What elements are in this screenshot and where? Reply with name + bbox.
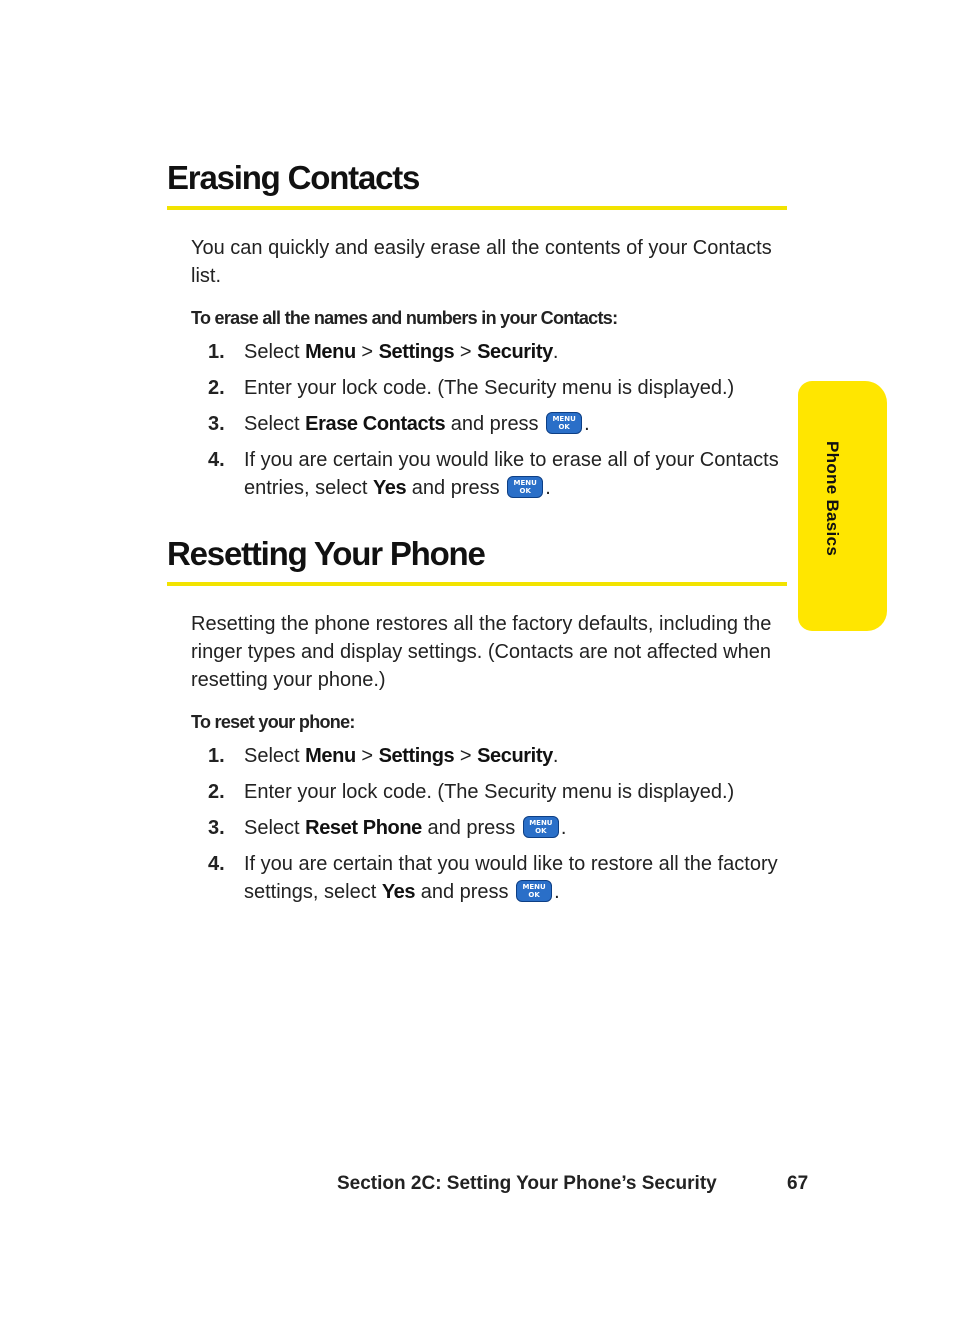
step-item: [167, 410, 787, 438]
step-end: .: [554, 881, 560, 903]
menu-ok-key-icon: MENU OK: [523, 816, 559, 838]
step-number: 4.: [208, 449, 225, 471]
step-end: .: [552, 341, 559, 363]
step-item: [167, 814, 787, 842]
step-text: and press: [406, 477, 506, 499]
title-rule: [167, 582, 787, 586]
menu-label: Menu: [305, 745, 356, 767]
step-end: .: [545, 477, 551, 499]
step-number: 3.: [208, 413, 225, 435]
footer-section-title: Section 2C: Setting Your Phone’s Security: [337, 1173, 717, 1194]
step-number: 1.: [208, 745, 225, 767]
step-number: 2.: [208, 781, 225, 803]
step-item: [167, 338, 787, 366]
step-number: 1.: [208, 341, 225, 363]
side-tab-label: Phone Basics: [823, 441, 842, 557]
step-item: [167, 374, 787, 402]
step-text: Enter your lock code. (The Security menu is displayed.): [244, 377, 735, 399]
erase-contacts-label: Erase Contacts: [305, 413, 446, 435]
step-item: [167, 778, 787, 806]
security-label: Security: [477, 341, 553, 363]
step-number: 3.: [208, 817, 225, 839]
step-text: and press: [415, 881, 515, 903]
step-item: [167, 446, 787, 502]
menu-label: Menu: [305, 341, 356, 363]
menu-ok-key-icon: MENU OK: [507, 476, 543, 498]
menu-ok-key-icon: MENU OK: [516, 880, 552, 902]
step-text: Select: [244, 413, 306, 435]
section-title: Resetting Your Phone: [167, 535, 485, 572]
erasing-contacts-section: [167, 158, 787, 510]
step-end: .: [552, 745, 559, 767]
step-text: Enter your lock code. (The Security menu is displayed.): [244, 781, 735, 803]
step-text: Select: [244, 745, 306, 767]
instruction-heading: To erase all the names and numbers in your Contacts:: [191, 308, 618, 328]
security-label: Security: [477, 745, 553, 767]
step-text: If you are certain you would like to erase all of your Contacts entries, select: [244, 449, 779, 499]
step-text: If you are certain that you would like to restore all the factory settings, select: [244, 853, 778, 903]
step-text: Select: [244, 817, 306, 839]
settings-label: Settings: [378, 745, 455, 767]
resetting-phone-section: [167, 534, 787, 914]
reset-phone-label: Reset Phone: [305, 817, 422, 839]
step-text: Select: [244, 341, 306, 363]
step-text: and press: [421, 817, 521, 839]
yes-label: Yes: [381, 881, 416, 903]
title-rule: [167, 206, 787, 210]
step-text: and press: [445, 413, 545, 435]
page-number: 67: [787, 1173, 809, 1194]
step-item: [167, 742, 787, 770]
intro-text: Resetting the phone restores all the factory defaults, including the ringer types and display settings. (Contacts are not affected when resetting your phone.): [191, 613, 772, 691]
intro-text: You can quickly and easily erase all the contents of your Contacts list.: [191, 237, 772, 287]
path-separator: >: [454, 745, 478, 767]
yes-label: Yes: [372, 477, 407, 499]
path-separator: >: [355, 341, 379, 363]
path-separator: >: [454, 341, 478, 363]
step-end: .: [560, 817, 567, 839]
path-separator: >: [355, 745, 379, 767]
menu-ok-key-icon: MENU OK: [546, 412, 582, 434]
step-end: .: [584, 413, 590, 435]
instruction-heading: To reset your phone:: [191, 712, 355, 732]
section-title: Erasing Contacts: [167, 159, 420, 196]
steps-list: [167, 742, 787, 906]
step-number: 4.: [208, 853, 225, 875]
steps-list: [167, 338, 787, 502]
step-number: 2.: [208, 377, 225, 399]
step-item: [167, 850, 787, 906]
settings-label: Settings: [378, 341, 455, 363]
